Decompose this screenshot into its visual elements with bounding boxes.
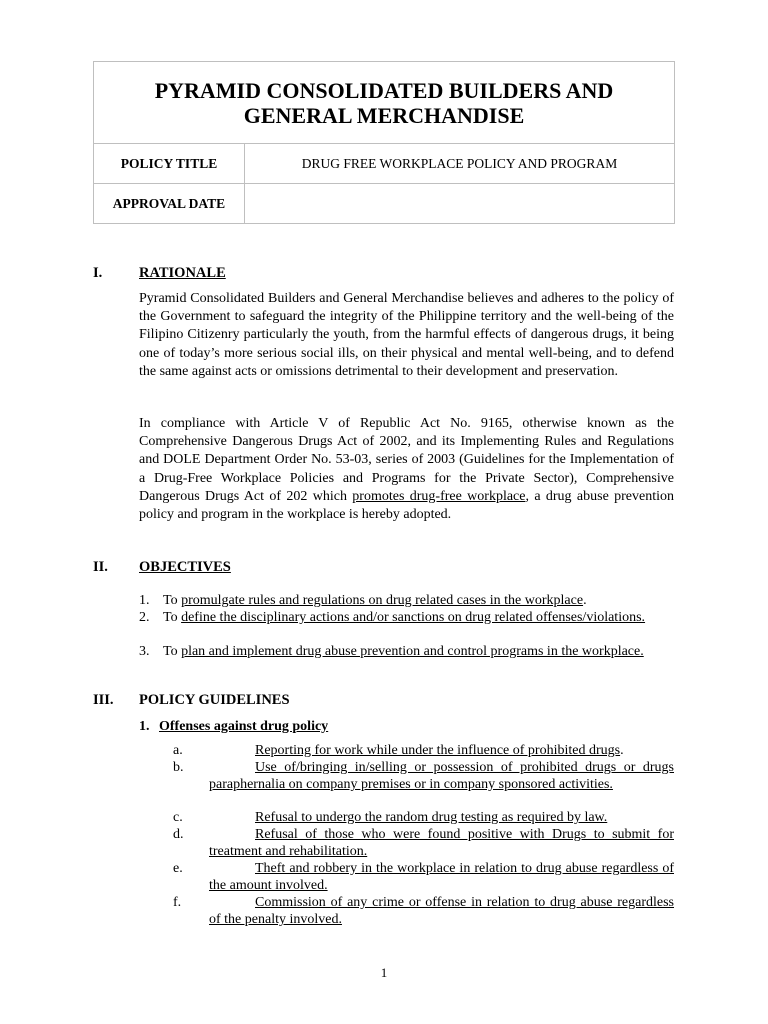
section-title: RATIONALE [139,265,226,281]
offense-item: c. Refusal to undergo the random drug testing as required by law. [173,810,608,825]
company-name-line2: GENERAL MERCHANDISE [243,102,525,128]
company-name-line1: PYRAMID CONSOLIDATED BUILDERS AND [154,77,614,103]
section-number: I. [93,265,103,281]
policy-header-table [93,61,675,224]
section-number: III. [93,692,114,708]
page-number: 1 [380,965,388,980]
subsection-heading: 1. Offenses against drug policy [139,719,329,734]
objective-item: 1. To promulgate rules and regulations on drug related cases in the workplace. [139,593,587,608]
offense-item: e. Theft and robbery in the workplace in relation to drug abuse regardless of the amount involved. [173,861,674,893]
offense-item: f. Commission of any crime or offense in relation to drug abuse regardless of the penalty involved. [173,895,674,927]
approval-date-label: APPROVAL DATE [94,184,245,224]
section-title: OBJECTIVES [139,559,231,575]
offense-item: a. Reporting for work while under the influence of prohibited drugs. [173,743,624,758]
objective-item: 2. To define the disciplinary actions and/or sanctions on drug related offenses/violations. [139,610,646,625]
approval-date-value [245,184,675,224]
offense-item: d. Refusal of those who were found positive with Drugs to submit for treatment and rehabilitation. [173,827,674,859]
policy-title-value: DRUG FREE WORKPLACE POLICY AND PROGRAM [245,144,675,184]
objective-item: 3. To plan and implement drug abuse prevention and control programs in the workplace. [139,644,644,659]
rationale-paragraph-2: In compliance with Article V of Republic Act No. 9165, otherwise known as the Comprehensive Dangerous Drugs Act of 2002, and its Implementing Rules and Regulations and DOLE Department Order No. 53-03, series of 2003 (Guidelines for the Implementation of a Drug-Free Workplace Policies and Programs for the Private Sector), Comprehensive Dangerous Drugs Act of 202 which promotes drug-free workplace, a drug abuse prevention policy and program in the workplace is hereby adopted. [139,416,675,523]
offense-item: b. Use of/bringing in/selling or possession of prohibited drugs or drugs paraphernalia on company premises or in company sponsored activities. [173,760,674,792]
company-name [94,62,675,144]
rationale-paragraph-1: Pyramid Consolidated Builders and General Merchandise believes and adheres to the policy of the Government to safeguard the integrity of the Philippine territory and the well-being of the Filipino Citizenry particularly the youth, from the harmful effects of dangerous drugs, it being one of today’s more serious social ills, on their physical and mental well-being, and to defend the same against acts or omissions detrimental to their development and preservation. [139,291,674,379]
section-title: POLICY GUIDELINES [139,692,290,708]
policy-title-label: POLICY TITLE [94,144,245,184]
section-number: II. [93,559,108,575]
drug-free-workplace-text: promotes drug-free workplace [352,488,526,504]
